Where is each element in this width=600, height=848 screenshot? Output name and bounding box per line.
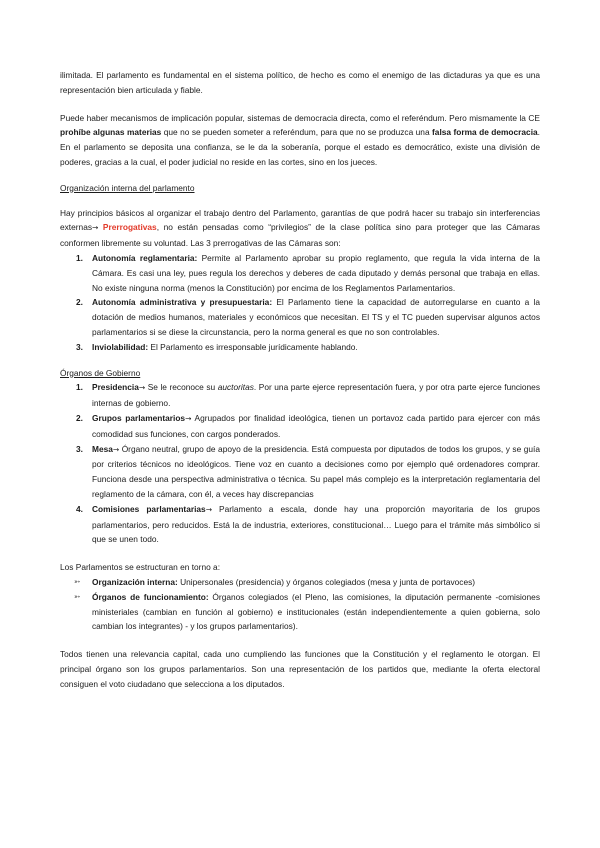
list-item-title: Presidencia (92, 382, 139, 393)
list-item-text: . Por una parte ejerce representación fuera, y por otra parte ejerce funciones internas de gobierno. (92, 382, 540, 409)
list-item-title: Inviolabilidad: (92, 341, 149, 352)
arrow-icon: → (92, 223, 99, 233)
list-item-text: Órganos colegiados (el Pleno, las comisiones, la diputación permanente -comisiones ministeriales (cambian en función al gobierno) e institucionales (están independientemente a quien gobierna, solo cambian los integrantes) - y los grupos parlamentarios). (92, 591, 540, 632)
paragraph-referendum (60, 111, 540, 170)
list-number: 1. (76, 252, 83, 263)
list-item-text: Se le reconoce su (145, 382, 218, 393)
list-item-title: Órganos de funcionamiento: (92, 591, 209, 602)
arrow-icon: → (205, 504, 212, 514)
section-heading-organizacion: Organización interna del parlamento (60, 182, 195, 193)
highlight-text: Prerrogativas (98, 222, 157, 233)
list-item-title: Grupos parlamentarios (92, 412, 186, 423)
section-heading-organos: Órganos de Gobierno (60, 367, 141, 378)
organos-list (60, 380, 540, 547)
bold-text: falsa forma de democracia (432, 127, 538, 138)
arrow-bullet-icon: ➳ (74, 591, 81, 601)
text-run: Hay principios básicos al organizar el trabajo dentro del Parlamento, garantías de que podrá hacer su trabajo sin interferencias externas (60, 207, 540, 233)
list-number: 3. (76, 443, 83, 454)
list-item (60, 340, 540, 355)
text-run: que no se pueden someter a referéndum, para que no se produzca una (161, 127, 433, 138)
arrow-icon: → (185, 413, 192, 423)
paragraph-estructura: Los Parlamentos se estructuran en torno a: (60, 562, 221, 573)
arrow-icon: → (112, 444, 120, 454)
paragraph-intro: ilimitada. El parlamento es fundamental en el sistema político, de hecho es como el enemigo de las dictaduras ya que es una representación bien articulada y fiable. (60, 70, 540, 95)
paragraph-conclusion: Todos tienen una relevancia capital, cada uno cumpliendo las funciones que la Constitución y el reglamento le otorgan. El principal órgano son los grupos parlamentarios. Son una representación de los partidos que, mediante la oferta electoral consiguen el voto ciudadano que selecciona a los diputados. (60, 649, 540, 689)
list-number: 4. (76, 503, 83, 514)
italic-text: auctoritas (217, 382, 254, 393)
estructura-list (60, 575, 540, 634)
paragraph-prerrogativas (60, 206, 540, 251)
list-item-title: Comisiones parlamentarias (92, 503, 206, 514)
text-run: . En el parlamento se deposita una confianza, se le da la soberanía, porque el estado es democrático, existe una división de poderes, gracias a la cual, el poder judicial no reside en las cortes, sino en los jueces. (60, 127, 540, 167)
list-item (60, 575, 540, 590)
list-item-text: Agrupados por finalidad ideológica, tienen un portavoz cada partido para ejercer con más comodidad sus funciones, con cargos ponderados. (92, 412, 540, 439)
list-item-title: Autonomía reglamentaria: (92, 252, 198, 263)
list-item (60, 295, 540, 339)
text-run: , no están pensadas como “privilegios” de la clase política sino para proteger que las Cámaras conformen libremente su voluntad. Las 3 prerrogativas de las Cámaras son: (60, 222, 540, 249)
list-item (60, 251, 540, 295)
list-item-text: Unipersonales (presidencia) y órganos colegiados (mesa y junta de portavoces) (177, 576, 476, 587)
list-number: 3. (76, 341, 83, 352)
arrow-icon: → (138, 383, 146, 393)
list-number: 2. (76, 297, 83, 308)
list-item-text: Permite al Parlamento aprobar su propio reglamento, que regula la vida interna de la Cámara. Es casi una ley, pues regula los derechos y deberes de cada diputado y demás personal que trabaja en ellas. No existe ninguna norma (menos la Constitución) por encima de los Reglamentos Parlamentarios. (92, 252, 540, 293)
list-item (60, 442, 540, 502)
list-item (60, 411, 540, 442)
list-item-title: Mesa (92, 443, 113, 454)
list-item-text: El Parlamento tiene la capacidad de autorregularse en cuanto a la dotación de medios humanos, materiales y económicos que necesitan. El TS y el TC pueden supervisar algunos actos parlamentarios si se diese la circunstancia, pero la norma general es que no son controlables. (92, 297, 541, 337)
prerrogativas-list (60, 251, 540, 355)
list-item (60, 380, 540, 411)
list-number: 2. (76, 412, 83, 423)
bold-text: prohíbe algunas materias (60, 127, 162, 138)
list-item-title: Organización interna: (92, 576, 178, 587)
list-item-text: Órgano neutral, grupo de apoyo de la presidencia. Está compuesta por diputados de todos los grupos, y se guía por criterios técnicos no ideológicos. Tiene voz en cuanto a decisiones como por ejemplo qué ordenadores comprar. Funciona desde una perspectiva administrativa o técnica. Su papel más complejo es la interpretación reglamentaria del reglamento de la cámara, con él, a veces hay discrepancias (92, 443, 540, 499)
list-item-text: El Parlamento es irresponsable jurídicamente hablando. (148, 341, 358, 352)
list-item-title: Autonomía administrativa y presupuestaria: (92, 297, 273, 308)
list-item (60, 590, 540, 634)
list-item-text: Parlamento a escala, donde hay una proporción mayoritaria de los grupos parlamentarios, pero reducidos. Está la de industria, exteriores, constitucional… Luego para el trámite más simbólico si que se unen todo. (92, 503, 540, 545)
list-item (60, 502, 540, 547)
document-page (60, 68, 540, 691)
list-number: 1. (76, 382, 83, 393)
arrow-bullet-icon: ➳ (74, 576, 81, 586)
text-run: Puede haber mecanismos de implicación popular, sistemas de democracia directa, como el referéndum. Pero mismamente la CE (60, 112, 540, 123)
